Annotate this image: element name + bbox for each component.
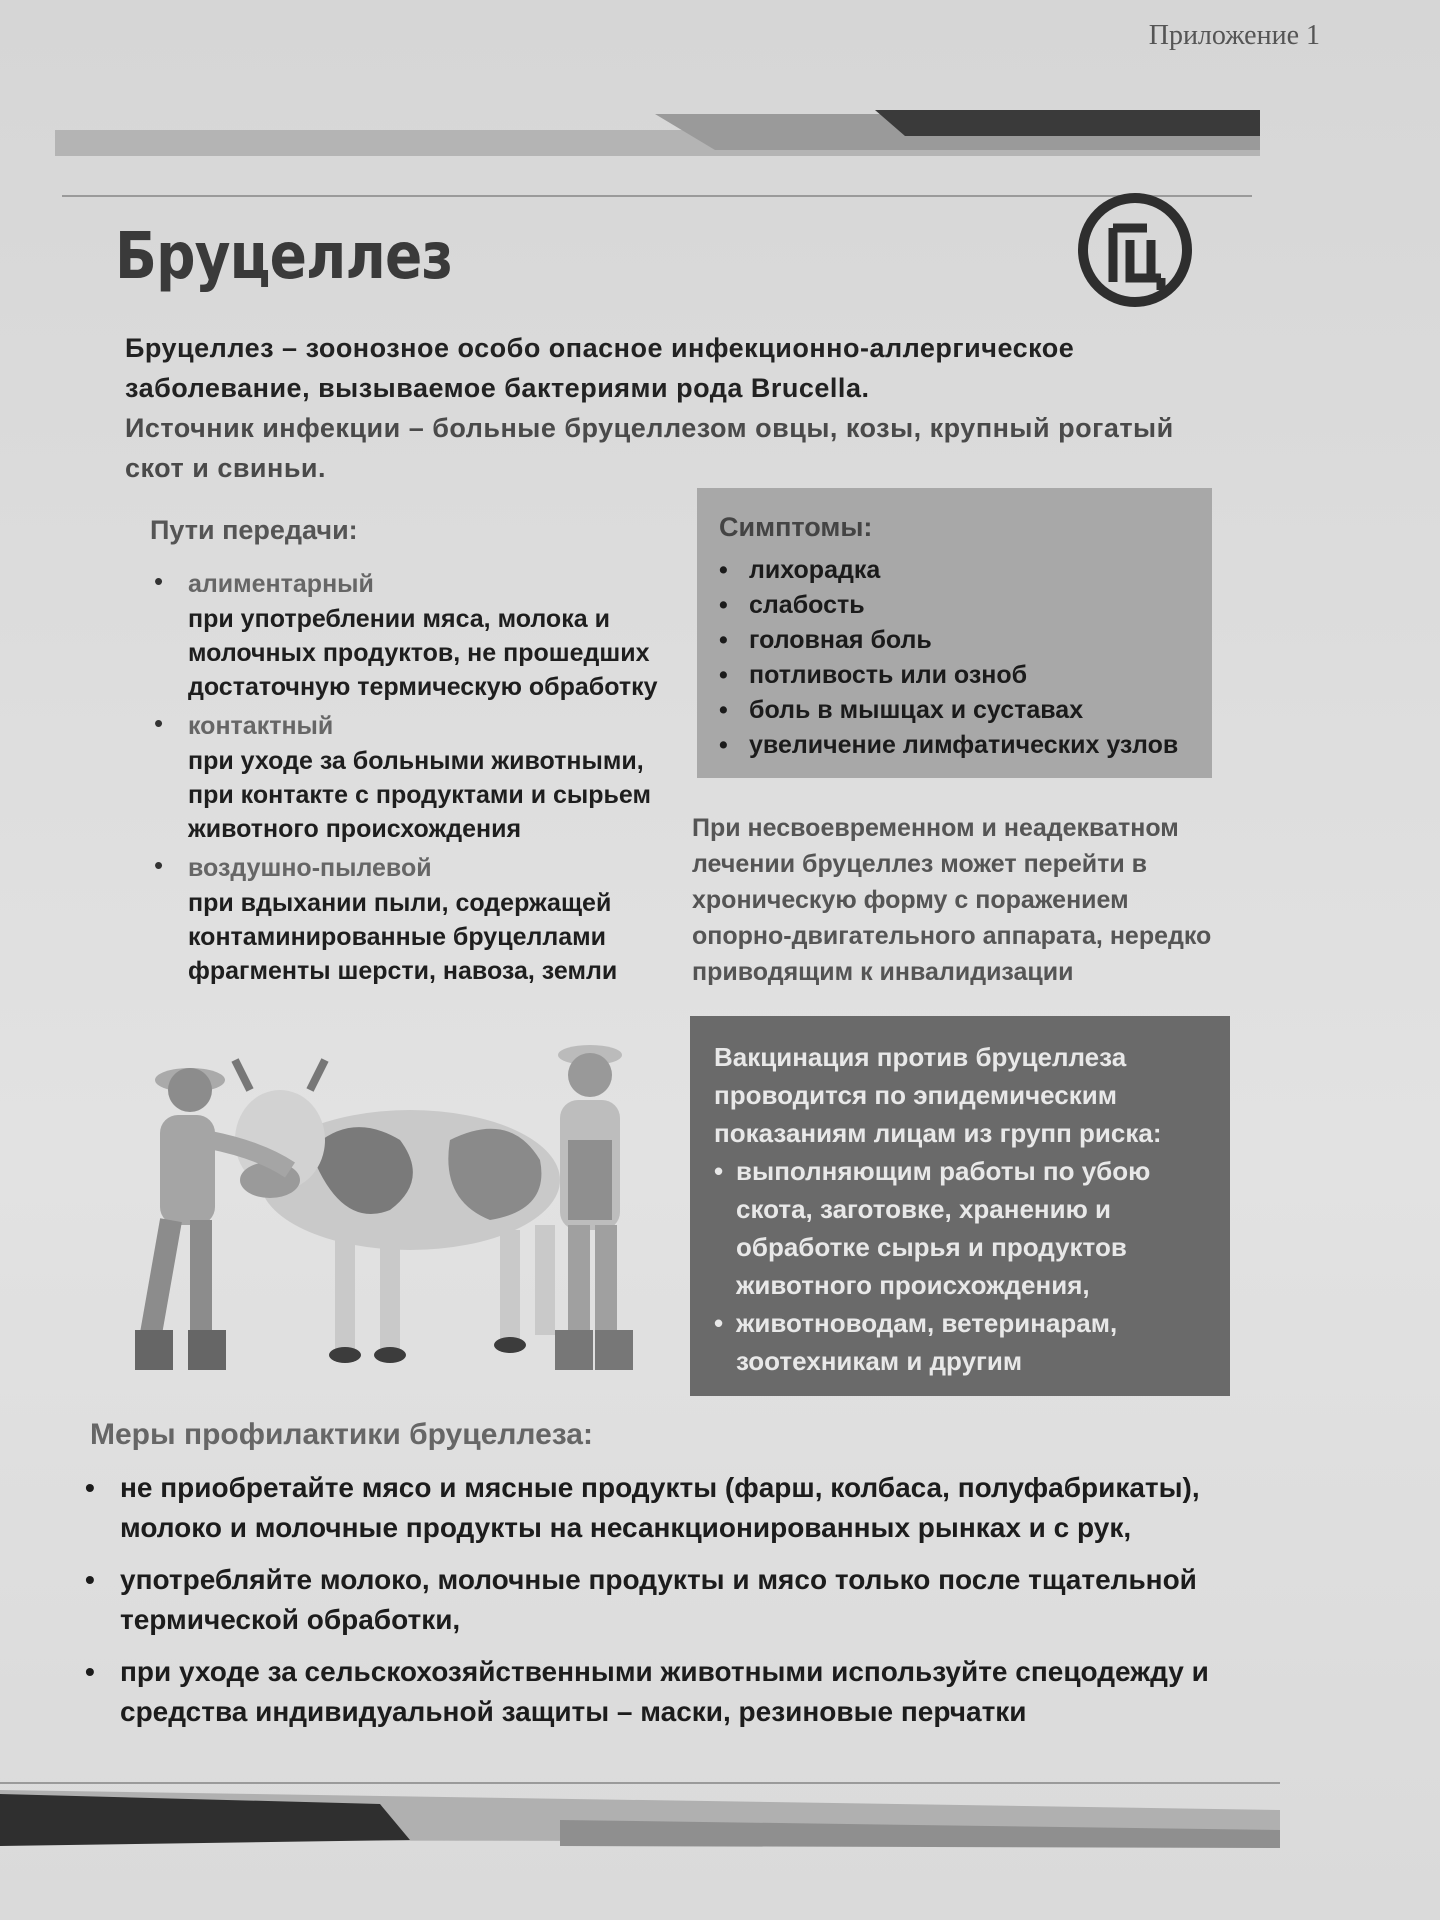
symptom-item bbox=[719, 623, 1190, 658]
symptom-text: лихорадка bbox=[749, 556, 881, 584]
page-title: Бруцеллез bbox=[115, 220, 453, 294]
vaccination-box bbox=[690, 1016, 1230, 1396]
bullet-icon: • bbox=[719, 731, 728, 759]
route-name: алиментарный bbox=[188, 570, 374, 598]
prevention-text: при уходе за сельскохозяйственными животными используйте спецодежду и средства индивидуальной защиты – маски, резиновые перчатки bbox=[120, 1656, 1209, 1727]
symptom-item bbox=[719, 658, 1190, 693]
prevention-text: не приобретайте мясо и мясные продукты (фарш, колбаса, полуфабрикаты), молоко и молочные продукты на несанкционированных рынках и с рук, bbox=[120, 1472, 1200, 1543]
route-description: при употреблении мяса, молока и молочных продуктов, не прошедших достаточную термическую обработку bbox=[188, 605, 658, 701]
transmission-heading: Пути передачи: bbox=[150, 515, 358, 545]
infection-source-text: Источник инфекции – больные бруцеллезом овцы, козы, крупный рогатый скот и свиньи. bbox=[125, 413, 1174, 483]
symptom-text: увеличение лимфатических узлов bbox=[749, 731, 1179, 759]
intro-text bbox=[125, 328, 1225, 488]
rospotrebnadzor-logo-icon bbox=[1075, 190, 1195, 310]
route-name: контактный bbox=[188, 712, 334, 740]
symptoms-list bbox=[719, 553, 1190, 763]
risk-group-text: выполняющим работы по убою скота, заготовке, хранению и обработке сырья и продуктов животного происхождения, bbox=[736, 1156, 1151, 1300]
route-name: воздушно-пылевой bbox=[188, 854, 432, 882]
route-item bbox=[150, 566, 680, 704]
bullet-icon: • bbox=[85, 1564, 95, 1595]
symptom-text: боль в мышцах и суставах bbox=[749, 696, 1084, 724]
header-rule bbox=[62, 195, 1252, 197]
symptom-text: слабость bbox=[749, 591, 865, 619]
bullet-icon: • bbox=[154, 708, 164, 738]
prevention-item bbox=[75, 1560, 1225, 1640]
route-description: при уходе за больными животными, при контакте с продуктами и сырьем животного происхождения bbox=[188, 747, 651, 843]
prevention-item bbox=[75, 1468, 1225, 1548]
route-description: при вдыхании пыли, содержащей контаминированные бруцеллами фрагменты шерсти, навоза, земли bbox=[188, 889, 618, 985]
bullet-icon: • bbox=[85, 1472, 95, 1503]
farmers-and-cow-illustration bbox=[80, 1030, 660, 1400]
bullet-icon: • bbox=[719, 696, 728, 724]
prevention-text: употребляйте молоко, молочные продукты и мясо только после тщательной термической обработки, bbox=[120, 1564, 1197, 1635]
symptoms-box bbox=[697, 488, 1212, 778]
symptom-text: головная боль bbox=[749, 626, 932, 654]
prevention-item bbox=[75, 1652, 1225, 1732]
bullet-icon: • bbox=[85, 1656, 95, 1687]
bullet-icon: • bbox=[154, 566, 164, 596]
bullet-icon: • bbox=[154, 850, 164, 880]
prevention-list bbox=[75, 1468, 1225, 1744]
route-item bbox=[150, 850, 680, 988]
header-decorative-band bbox=[55, 110, 1260, 162]
symptom-item bbox=[719, 553, 1190, 588]
vaccination-intro: Вакцинация против бруцеллеза проводится по эпидемическим показаниям лицам из групп риска: bbox=[714, 1042, 1162, 1148]
risk-group-text: животноводам, ветеринарам, зоотехникам и другим bbox=[736, 1308, 1118, 1376]
appendix-label: Приложение 1 bbox=[1148, 20, 1320, 51]
route-item bbox=[150, 708, 680, 846]
footer-decorative-band bbox=[0, 1780, 1440, 1890]
risk-group-item bbox=[714, 1304, 1206, 1380]
transmission-routes bbox=[150, 566, 680, 988]
risk-group-item bbox=[714, 1152, 1206, 1304]
symptom-item bbox=[719, 728, 1190, 763]
symptom-item bbox=[719, 693, 1190, 728]
vaccination-groups bbox=[714, 1152, 1206, 1380]
definition-text: Бруцеллез – зоонозное особо опасное инфекционно-аллергическое заболевание, вызываемое бактериями рода Brucella. bbox=[125, 333, 1075, 403]
bullet-icon: • bbox=[719, 556, 728, 584]
bullet-icon: • bbox=[719, 661, 728, 689]
symptom-text: потливость или озноб bbox=[749, 661, 1028, 689]
symptom-item bbox=[719, 588, 1190, 623]
bullet-icon: • bbox=[714, 1156, 724, 1186]
symptoms-heading: Симптомы: bbox=[719, 512, 873, 542]
bullet-icon: • bbox=[714, 1308, 724, 1338]
chronic-form-note: При несвоевременном и неадекватном лечении бруцеллез может перейти в хроническую форму с поражением опорно-двигательного аппарата, нередко приводящим к инвалидизации bbox=[692, 814, 1212, 986]
transmission-section bbox=[150, 515, 680, 992]
bullet-icon: • bbox=[719, 591, 728, 619]
bullet-icon: • bbox=[719, 626, 728, 654]
prevention-heading: Меры профилактики бруцеллеза: bbox=[90, 1418, 593, 1451]
